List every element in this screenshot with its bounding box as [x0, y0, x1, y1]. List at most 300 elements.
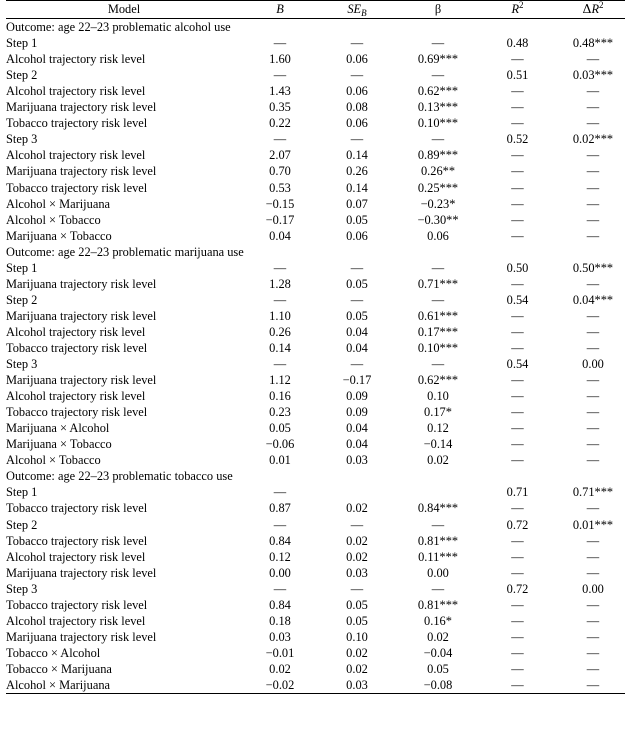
value-b: 1.28 — [269, 276, 291, 291]
value-beta: 0.11*** — [418, 549, 458, 564]
value-delta-r-squared: — — [586, 373, 600, 388]
value-se-b: 0.05 — [346, 597, 368, 612]
value-beta: 0.06 — [427, 228, 449, 243]
value-se-b: 0.04 — [346, 437, 368, 452]
value-beta — [396, 468, 480, 484]
value-r-squared: 0.48 — [506, 36, 529, 51]
value-r-squared: — — [511, 100, 524, 115]
value-delta-r-squared: — — [586, 613, 600, 628]
value-delta-r-squared: — — [586, 100, 600, 115]
table-row — [6, 613, 625, 629]
value-b: 1.12 — [269, 373, 291, 388]
value-se-b — [318, 468, 396, 484]
predictor-label: Marijuana trajectory risk level — [6, 164, 157, 179]
value-r-squared: 0.54 — [506, 357, 529, 372]
value-delta-r-squared: — — [586, 533, 600, 548]
predictor-label: Marijuana trajectory risk level — [6, 308, 157, 323]
value-se-b: 0.05 — [346, 613, 368, 628]
predictor-label: Marijuana × Alcohol — [6, 421, 110, 436]
value-beta: 0.02 — [427, 453, 449, 468]
value-r-squared: — — [511, 52, 524, 67]
value-se-b: 0.06 — [346, 84, 368, 99]
step-row — [6, 67, 625, 83]
value-se-b: 0.08 — [346, 100, 368, 115]
predictor-label: Marijuana × Tobacco — [6, 228, 112, 243]
predictor-label: Tobacco × Marijuana — [6, 661, 112, 676]
column-header-b: B — [242, 1, 318, 19]
predictor-label: Marijuana trajectory risk level — [6, 565, 157, 580]
value-se-b: — — [350, 260, 364, 275]
predictor-label: Alcohol × Marijuana — [6, 196, 111, 211]
value-r-squared: — — [511, 421, 524, 436]
value-r-squared: — — [511, 164, 524, 179]
predictor-label: Marijuana trajectory risk level — [6, 276, 157, 291]
value-beta: 0.17*** — [417, 324, 459, 339]
outcome-label: Outcome: age 22–23 problematic tobacco use — [6, 469, 233, 484]
value-beta: 0.84*** — [417, 501, 459, 516]
value-delta-r-squared: 0.02*** — [572, 132, 614, 147]
value-delta-r-squared: — — [586, 501, 600, 516]
predictor-label: Tobacco trajectory risk level — [6, 180, 148, 195]
predictor-label: Alcohol trajectory risk level — [6, 324, 146, 339]
value-r-squared: — — [511, 84, 524, 99]
table-row — [6, 276, 625, 292]
value-b: 2.07 — [269, 148, 291, 163]
outcome-label: Outcome: age 22–23 problematic marijuana use — [6, 244, 244, 259]
value-beta: 0.00 — [427, 565, 449, 580]
value-r-squared: 0.54 — [506, 292, 529, 307]
value-beta: 0.13*** — [417, 100, 459, 115]
value-beta: 0.69*** — [417, 52, 459, 67]
value-r-squared: — — [511, 228, 524, 243]
value-b: 0.87 — [269, 501, 291, 516]
value-r-squared: — — [511, 389, 524, 404]
value-beta: 0.16* — [424, 613, 452, 628]
step-row — [6, 356, 625, 372]
value-r-squared: — — [511, 661, 524, 676]
value-r-squared: — — [511, 565, 524, 580]
value-b: 1.10 — [269, 308, 291, 323]
value-delta-r-squared: — — [586, 421, 600, 436]
value-se-b: 0.04 — [346, 421, 368, 436]
value-r-squared: — — [511, 549, 524, 564]
value-beta: — — [431, 357, 445, 372]
value-b — [242, 19, 318, 36]
value-delta-r-squared: — — [586, 52, 600, 67]
value-r-squared: — — [511, 324, 524, 339]
value-beta: — — [431, 292, 445, 307]
value-r-squared: — — [511, 116, 524, 131]
value-delta-r-squared: — — [586, 661, 600, 676]
table-header — [6, 1, 625, 19]
table-row — [6, 83, 625, 99]
table-row — [6, 180, 625, 196]
value-delta-r-squared: — — [586, 196, 600, 211]
value-b: −0.17 — [265, 212, 295, 227]
value-beta: 0.10 — [427, 389, 449, 404]
table-row — [6, 163, 625, 179]
value-b: 0.53 — [269, 180, 291, 195]
value-beta: 0.62*** — [417, 84, 459, 99]
value-delta-r-squared — [555, 19, 625, 36]
value-beta: — — [431, 132, 445, 147]
value-beta: 0.81*** — [417, 597, 459, 612]
table-row — [6, 99, 625, 115]
value-se-b: 0.07 — [346, 196, 368, 211]
step-label: Step 2 — [6, 292, 38, 307]
value-delta-r-squared: 0.00 — [582, 581, 604, 596]
value-beta: 0.62*** — [417, 373, 459, 388]
value-se-b: 0.05 — [346, 276, 368, 291]
table-row — [6, 661, 625, 677]
value-se-b: 0.03 — [318, 677, 396, 694]
value-delta-r-squared: — — [586, 549, 600, 564]
value-b: 1.43 — [269, 84, 291, 99]
step-label: Step 1 — [6, 485, 38, 500]
value-b: 0.14 — [269, 340, 291, 355]
header-row — [6, 1, 625, 19]
value-b: — — [273, 357, 287, 372]
table-row — [6, 340, 625, 356]
value-r-squared: — — [511, 629, 524, 644]
value-beta: 0.71*** — [417, 276, 459, 291]
regression-results-table — [6, 0, 625, 694]
predictor-label: Marijuana trajectory risk level — [6, 100, 157, 115]
value-se-b: — — [350, 517, 364, 532]
value-se-b: 0.02 — [346, 549, 368, 564]
predictor-label: Marijuana × Tobacco — [6, 437, 112, 452]
value-r-squared: — — [511, 437, 524, 452]
step-label: Step 3 — [6, 132, 38, 147]
step-row — [6, 484, 625, 500]
table-row — [6, 147, 625, 163]
value-b: — — [273, 68, 287, 83]
table-row — [6, 549, 625, 565]
value-delta-r-squared: — — [586, 645, 600, 660]
value-delta-r-squared: 0.04*** — [572, 292, 614, 307]
step-row — [6, 292, 625, 308]
value-r-squared: — — [511, 148, 524, 163]
value-delta-r-squared: — — [586, 340, 600, 355]
value-delta-r-squared: 0.48*** — [572, 36, 614, 51]
value-delta-r-squared: — — [555, 677, 625, 694]
value-r-squared: — — [511, 613, 524, 628]
outcome-heading-row — [6, 244, 625, 260]
table-row — [6, 115, 625, 131]
value-b: — — [273, 581, 287, 596]
value-se-b: −0.17 — [342, 373, 372, 388]
value-b: — — [273, 517, 287, 532]
predictor-label: Tobacco trajectory risk level — [6, 405, 148, 420]
predictor-label: Alcohol × Tobacco — [6, 212, 101, 227]
value-b: 0.18 — [269, 613, 291, 628]
value-b: 0.04 — [269, 228, 291, 243]
value-beta: — — [431, 260, 445, 275]
predictor-label: Alcohol × Marijuana — [6, 677, 242, 694]
value-b: −0.01 — [265, 645, 295, 660]
value-delta-r-squared: — — [586, 389, 600, 404]
value-delta-r-squared: — — [586, 405, 600, 420]
value-delta-r-squared: 0.00 — [582, 357, 604, 372]
value-b: 0.22 — [269, 116, 291, 131]
predictor-label: Tobacco trajectory risk level — [6, 501, 148, 516]
step-row — [6, 581, 625, 597]
value-se-b: 0.03 — [346, 453, 368, 468]
value-se-b: 0.06 — [346, 228, 368, 243]
value-delta-r-squared: — — [586, 84, 600, 99]
value-beta: — — [431, 36, 445, 51]
value-delta-r-squared: — — [586, 629, 600, 644]
value-delta-r-squared: — — [586, 565, 600, 580]
value-r-squared: — — [511, 453, 524, 468]
value-beta: 0.05 — [427, 661, 449, 676]
value-se-b — [318, 19, 396, 36]
step-row — [6, 35, 625, 51]
value-r-squared: — — [511, 308, 524, 323]
value-delta-r-squared: 0.50*** — [572, 260, 614, 275]
value-se-b — [318, 484, 396, 500]
table-row — [6, 677, 625, 694]
predictor-label: Tobacco trajectory risk level — [6, 533, 148, 548]
value-b — [242, 244, 318, 260]
value-r-squared: — — [511, 340, 524, 355]
value-beta: −0.23* — [420, 196, 456, 211]
value-r-squared: — — [480, 677, 555, 694]
value-b: — — [273, 260, 287, 275]
value-r-squared — [480, 19, 555, 36]
table-row — [6, 324, 625, 340]
value-b: 0.03 — [269, 629, 291, 644]
value-delta-r-squared: — — [586, 228, 600, 243]
value-se-b: — — [350, 36, 364, 51]
table-row — [6, 51, 625, 67]
value-b: 1.60 — [269, 52, 291, 67]
predictor-label: Alcohol trajectory risk level — [6, 148, 146, 163]
value-se-b: 0.09 — [346, 389, 368, 404]
column-header-beta: β — [396, 1, 480, 19]
value-r-squared: — — [511, 405, 524, 420]
predictor-label: Marijuana trajectory risk level — [6, 373, 157, 388]
table-row — [6, 388, 625, 404]
table-row — [6, 404, 625, 420]
value-se-b: — — [350, 357, 364, 372]
predictor-label: Alcohol trajectory risk level — [6, 52, 146, 67]
value-delta-r-squared — [555, 468, 625, 484]
value-se-b: 0.02 — [346, 645, 368, 660]
value-b: −0.02 — [242, 677, 318, 694]
value-delta-r-squared: — — [586, 597, 600, 612]
value-beta — [396, 19, 480, 36]
value-beta: 0.26** — [420, 164, 456, 179]
value-delta-r-squared: 0.01*** — [572, 517, 614, 532]
value-se-b: 0.02 — [346, 533, 368, 548]
predictor-label: Alcohol trajectory risk level — [6, 549, 146, 564]
value-b: −0.15 — [265, 196, 295, 211]
value-b: 0.26 — [269, 324, 291, 339]
value-beta: 0.81*** — [417, 533, 459, 548]
table-row — [6, 500, 625, 516]
value-b: 0.84 — [269, 533, 291, 548]
value-se-b: 0.04 — [346, 340, 368, 355]
value-b: 0.23 — [269, 405, 291, 420]
column-header-model: Model — [6, 1, 242, 19]
value-b: 0.35 — [269, 100, 291, 115]
value-se-b: 0.14 — [346, 180, 368, 195]
table-row — [6, 228, 625, 244]
value-se-b: — — [350, 68, 364, 83]
step-row — [6, 131, 625, 147]
value-se-b: 0.09 — [346, 405, 368, 420]
value-beta: 0.25*** — [417, 180, 459, 195]
value-r-squared: 0.52 — [506, 132, 529, 147]
value-r-squared: — — [511, 180, 524, 195]
column-header-r-squared: $R^2$ — [480, 1, 555, 19]
value-beta: −0.30** — [417, 212, 459, 227]
value-b: — — [273, 36, 287, 51]
value-se-b: 0.02 — [346, 501, 368, 516]
value-beta — [396, 484, 480, 500]
value-r-squared: — — [511, 533, 524, 548]
column-header-delta-r-squared: $\Delta R^2$ — [555, 1, 625, 19]
value-se-b — [318, 244, 396, 260]
value-r-squared: — — [511, 501, 524, 516]
step-label: Step 3 — [6, 357, 38, 372]
table-row — [6, 196, 625, 212]
step-label: Step 2 — [6, 68, 38, 83]
outcome-label: Outcome: age 22–23 problematic alcohol use — [6, 20, 231, 35]
value-se-b: 0.06 — [346, 116, 368, 131]
value-delta-r-squared: 0.71*** — [572, 485, 614, 500]
value-delta-r-squared: — — [586, 164, 600, 179]
value-delta-r-squared — [555, 244, 625, 260]
value-delta-r-squared: — — [586, 453, 600, 468]
table-row — [6, 533, 625, 549]
value-delta-r-squared: — — [586, 276, 600, 291]
value-delta-r-squared: — — [586, 148, 600, 163]
step-label: Step 1 — [6, 36, 38, 51]
table-row — [6, 372, 625, 388]
value-se-b: — — [350, 292, 364, 307]
value-se-b: 0.03 — [346, 565, 368, 580]
predictor-label: Tobacco × Alcohol — [6, 645, 101, 660]
value-beta — [396, 244, 480, 260]
step-row — [6, 260, 625, 276]
step-label: Step 2 — [6, 517, 38, 532]
value-r-squared: — — [511, 645, 524, 660]
predictor-label: Alcohol × Tobacco — [6, 453, 101, 468]
value-b: — — [273, 485, 287, 500]
value-r-squared: 0.71 — [506, 485, 529, 500]
value-se-b: 0.14 — [346, 148, 368, 163]
table-row — [6, 212, 625, 228]
value-b: 0.84 — [269, 597, 291, 612]
value-delta-r-squared: — — [586, 324, 600, 339]
value-se-b: 0.26 — [346, 164, 368, 179]
table-row — [6, 565, 625, 581]
value-se-b: — — [350, 581, 364, 596]
step-label: Step 1 — [6, 260, 38, 275]
value-b: 0.01 — [269, 453, 291, 468]
step-label: Step 3 — [6, 581, 38, 596]
value-b: — — [273, 292, 287, 307]
value-se-b: 0.04 — [346, 324, 368, 339]
value-b: 0.12 — [269, 549, 291, 564]
value-r-squared: — — [511, 597, 524, 612]
value-beta: 0.12 — [427, 421, 449, 436]
table-body — [6, 19, 625, 694]
value-delta-r-squared: — — [586, 437, 600, 452]
value-beta: −0.08 — [396, 677, 480, 694]
value-r-squared: — — [511, 212, 524, 227]
value-beta: −0.14 — [423, 437, 453, 452]
value-b: 0.16 — [269, 389, 291, 404]
value-r-squared: 0.51 — [506, 68, 529, 83]
value-b: 0.02 — [269, 661, 291, 676]
value-delta-r-squared: — — [586, 116, 600, 131]
table-row — [6, 308, 625, 324]
value-beta: — — [431, 581, 445, 596]
value-delta-r-squared: — — [586, 308, 600, 323]
value-r-squared: — — [511, 196, 524, 211]
value-se-b: — — [350, 132, 364, 147]
predictor-label: Marijuana trajectory risk level — [6, 629, 157, 644]
value-b: 0.70 — [269, 164, 291, 179]
table-row — [6, 645, 625, 661]
value-r-squared: — — [511, 276, 524, 291]
value-delta-r-squared: — — [586, 212, 600, 227]
predictor-label: Tobacco trajectory risk level — [6, 340, 148, 355]
value-r-squared: — — [511, 373, 524, 388]
value-r-squared — [480, 244, 555, 260]
value-beta: 0.10*** — [417, 116, 459, 131]
step-row — [6, 517, 625, 533]
value-b: 0.00 — [269, 565, 291, 580]
value-beta: −0.04 — [423, 645, 453, 660]
value-b: −0.06 — [265, 437, 295, 452]
outcome-heading-row — [6, 468, 625, 484]
table-row — [6, 597, 625, 613]
value-r-squared — [480, 468, 555, 484]
value-se-b: 0.10 — [346, 629, 368, 644]
table-row — [6, 436, 625, 452]
value-beta: 0.61*** — [417, 308, 459, 323]
column-header-se-b: $SE_B$ — [318, 1, 396, 19]
value-delta-r-squared: — — [586, 180, 600, 195]
value-r-squared: 0.72 — [506, 581, 529, 596]
value-se-b: 0.05 — [346, 308, 368, 323]
value-se-b: 0.05 — [346, 212, 368, 227]
predictor-label: Tobacco trajectory risk level — [6, 116, 148, 131]
predictor-label: Alcohol trajectory risk level — [6, 613, 146, 628]
value-b — [242, 468, 318, 484]
value-b: — — [273, 132, 287, 147]
table-row — [6, 420, 625, 436]
value-beta: — — [431, 517, 445, 532]
value-beta: 0.10*** — [417, 340, 459, 355]
table-row — [6, 452, 625, 468]
value-beta: 0.17* — [424, 405, 452, 420]
value-delta-r-squared: 0.03*** — [572, 68, 614, 83]
value-r-squared: 0.72 — [506, 517, 529, 532]
value-se-b: 0.02 — [346, 661, 368, 676]
value-beta: 0.89*** — [417, 148, 459, 163]
outcome-heading-row — [6, 19, 625, 36]
value-b: 0.05 — [269, 421, 291, 436]
predictor-label: Alcohol trajectory risk level — [6, 389, 146, 404]
table-row — [6, 629, 625, 645]
value-r-squared: 0.50 — [506, 260, 529, 275]
predictor-label: Alcohol trajectory risk level — [6, 84, 146, 99]
